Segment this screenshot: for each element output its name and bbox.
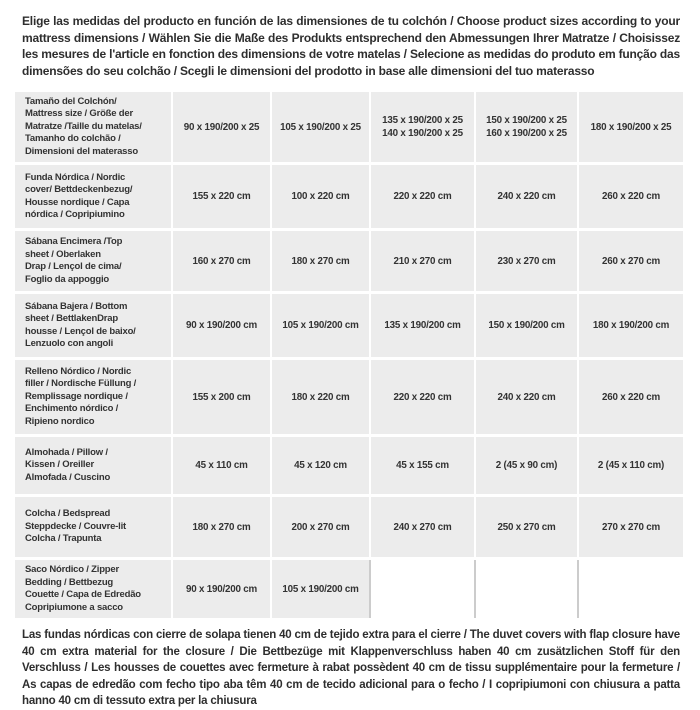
size-cell: 270 x 270 cm (579, 497, 683, 557)
size-cell: 45 x 110 cm (173, 437, 270, 494)
size-cell: 2 (45 x 110 cm) (579, 437, 683, 494)
size-cell: 200 x 270 cm (272, 497, 369, 557)
row-label: Colcha / Bedspread Steppdecke / Couvre-lit Colcha / Trapunta (15, 497, 171, 557)
size-cell: 90 x 190/200 x 25 (173, 92, 270, 162)
size-cell (579, 560, 683, 618)
size-cell: 155 x 200 cm (173, 360, 270, 434)
size-cell: 240 x 270 cm (371, 497, 474, 557)
size-cell: 150 x 190/200 x 25 160 x 190/200 x 25 (476, 92, 577, 162)
size-cell (476, 560, 577, 618)
size-cell: 260 x 220 cm (579, 165, 683, 228)
size-cell: 230 x 270 cm (476, 231, 577, 291)
size-cell: 180 x 270 cm (272, 231, 369, 291)
size-cell: 180 x 270 cm (173, 497, 270, 557)
size-cell: 135 x 190/200 x 25 140 x 190/200 x 25 (371, 92, 474, 162)
size-cell: 45 x 155 cm (371, 437, 474, 494)
row-label: Tamaño del Colchón/ Mattress size / Größe der Matratze /Taille du matelas/ Tamanho do colchão / Dimensioni del materasso (15, 92, 171, 162)
table-row (15, 497, 685, 557)
size-cell: 100 x 220 cm (272, 165, 369, 228)
size-cell: 105 x 190/200 cm (272, 560, 369, 618)
table-row (15, 165, 685, 228)
size-cell: 160 x 270 cm (173, 231, 270, 291)
size-cell: 260 x 220 cm (579, 360, 683, 434)
size-cell: 220 x 220 cm (371, 360, 474, 434)
size-cell: 45 x 120 cm (272, 437, 369, 494)
size-cell: 90 x 190/200 cm (173, 560, 270, 618)
size-cell: 2 (45 x 90 cm) (476, 437, 577, 494)
footnote-multilingual-text: Las fundas nórdicas con cierre de solapa tienen 40 cm de tejido extra para el cierre / The duvet covers with flap closure have 40 cm extra material for the closure / Die Bettbezüge mit Klappenverschluss haben 40 cm zusätzlichen Stoff für den Verschluss / Les housses de couettes avec fermeture à rabat possèdent 40 cm de tissu supplémentaire pour la fermeture / As capas de edredão com fecho tipo aba têm 40 cm de tecido adicional para o fecho / I copripiumoni con chiusura a patta hanno 40 cm di tessuto extra per la chiusura (22, 629, 680, 708)
table-row (15, 560, 685, 618)
size-cell: 105 x 190/200 x 25 (272, 92, 369, 162)
row-label: Relleno Nórdico / Nordic filler / Nordische Füllung / Remplissage nordique / Enchimento nórdico / Ripieno nordico (15, 360, 171, 434)
row-label: Sábana Bajera / Bottom sheet / BettlakenDrap housse / Lençol de baixo/ Lenzuolo con angoli (15, 294, 171, 357)
table-row (15, 360, 685, 434)
size-cell: 210 x 270 cm (371, 231, 474, 291)
size-cell: 260 x 270 cm (579, 231, 683, 291)
size-cell: 180 x 190/200 cm (579, 294, 683, 357)
row-label: Sábana Encimera /Top sheet / Oberlaken Drap / Lençol de cima/ Foglio da appoggio (15, 231, 171, 291)
size-cell: 180 x 220 cm (272, 360, 369, 434)
intro-multilingual-text: Elige las medidas del producto en función de las dimensiones de tu colchón / Choose product sizes according to your mattress dimensions / Wählen Sie die Maße des Produkts entsprechend den Abmessungen Ihrer Matratze / Choisissez les mesures de l'article en fonction des dimensions de votre matelas / Selecione as medidas do produto em função das dimensões do seu colchão / Scegli le dimensioni del prodotto in base alle dimensioni del tuo materasso (22, 14, 680, 78)
table-row (15, 294, 685, 357)
table-row (15, 231, 685, 291)
table-row (15, 92, 685, 162)
size-table (15, 92, 685, 618)
row-label: Almohada / Pillow / Kissen / Oreiller Almofada / Cuscino (15, 437, 171, 494)
table-row (15, 437, 685, 494)
size-cell: 135 x 190/200 cm (371, 294, 474, 357)
size-cell: 240 x 220 cm (476, 360, 577, 434)
size-cell: 250 x 270 cm (476, 497, 577, 557)
size-cell: 155 x 220 cm (173, 165, 270, 228)
size-cell: 240 x 220 cm (476, 165, 577, 228)
size-cell (371, 560, 474, 618)
size-cell: 90 x 190/200 cm (173, 294, 270, 357)
size-cell: 105 x 190/200 cm (272, 294, 369, 357)
size-cell: 180 x 190/200 x 25 (579, 92, 683, 162)
size-cell: 220 x 220 cm (371, 165, 474, 228)
row-label: Saco Nórdico / Zipper Bedding / Bettbezug Couette / Capa de Edredão Copripiumone a sacco (15, 560, 171, 618)
row-label: Funda Nórdica / Nordic cover/ Bettdeckenbezug/ Housse nordique / Capa nórdica / Copripiumino (15, 165, 171, 228)
size-cell: 150 x 190/200 cm (476, 294, 577, 357)
